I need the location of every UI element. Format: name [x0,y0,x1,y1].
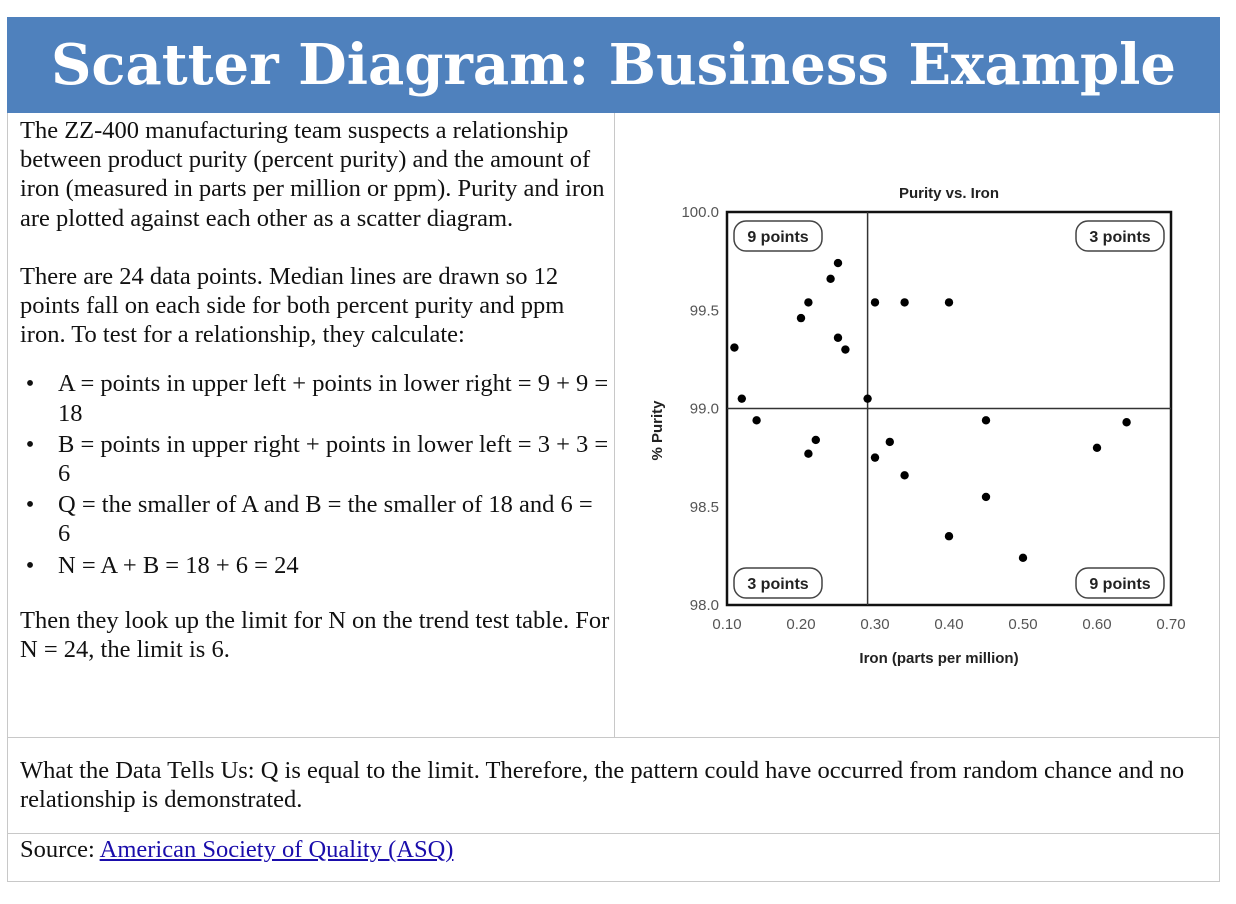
data-point [900,471,908,479]
x-tick-label: 0.20 [786,616,816,633]
bullet-icon: • [25,430,35,458]
calculation-list [20,369,610,579]
data-point [1122,418,1130,426]
intro-paragraph: The ZZ-400 manufacturing team suspects a relationship between product purity (percent purity) and the amount of iron (measured in parts per million or ppm). Purity and iron are plotted against each other as a scatter diagram. [20,117,605,232]
y-axis-label: % Purity [649,400,666,461]
x-axis-label: Iron (parts per million) [859,650,1019,667]
annotation-label: 9 points [1089,576,1151,593]
bullet-icon: • [25,370,35,398]
bullet-icon: • [25,491,35,519]
list-item-text: Q = the smaller of A and B = the smaller of 18 and 6 = 6 [58,491,593,548]
row-divider [7,737,1220,738]
data-point [738,394,746,402]
list-item-text: A = points in upper left + points in lower right = 9 + 9 = 18 [58,370,609,427]
y-tick-label: 98.0 [689,597,719,614]
y-tick-label: 99.5 [689,302,719,320]
data-point [1093,444,1101,452]
data-point [730,343,738,351]
y-tick-label: 98.5 [689,498,719,516]
source-line [20,835,1210,864]
data-point [804,298,812,306]
x-tick-label: 0.10 [712,616,742,633]
data-point [982,493,990,501]
y-tick-label: 100.0 [681,204,719,221]
column-divider [614,113,615,737]
data-point [863,394,871,402]
source-label: Source: [20,836,100,863]
data-point [752,416,760,424]
data-point [797,314,805,322]
data-point [834,334,842,342]
scatter-chart [640,175,1210,675]
data-point [982,416,990,424]
list-item [25,369,610,427]
list-item-text: B = points in upper right + points in lower left = 3 + 3 = 6 [58,430,609,488]
data-point [834,259,842,267]
explanation-column [8,113,614,737]
x-tick-label: 0.30 [860,616,890,633]
data-point [945,532,953,540]
x-tick-label: 0.50 [1008,616,1038,633]
x-tick-label: 0.40 [934,616,964,633]
data-point [812,436,820,444]
data-point [841,345,849,353]
page-title: Scatter Diagram: Business Example [7,17,1220,113]
list-item [25,551,610,580]
list-item [25,490,610,548]
data-point [871,298,879,306]
data-point [871,453,879,461]
bullet-icon: • [25,551,35,579]
method-paragraph: There are 24 data points. Median lines are drawn so 12 points fall on each side for both percent purity and ppm iron. To test for a relationship, they calculate: [20,262,565,349]
data-point [900,298,908,306]
chart-title: Purity vs. Iron [898,185,1000,202]
data-point [826,275,834,283]
row-divider [7,833,1220,834]
data-point [1019,554,1027,562]
data-point [804,449,812,457]
y-tick-label: 99.0 [689,400,719,418]
conclusion-text: What the Data Tells Us: Q is equal to the limit. Therefore, the pattern could have occurred from random chance and no relationship is demonstrated. [20,757,1185,814]
annotation-label: 9 points [747,229,809,246]
annotation-label: 3 points [1089,229,1151,246]
list-item-text: N = A + B = 18 + 6 = 24 [58,551,299,579]
data-point [945,298,953,306]
data-point [886,438,894,446]
source-link[interactable]: American Society of Quality (ASQ) [99,836,454,863]
annotation-label: 3 points [747,576,809,593]
limit-paragraph: Then they look up the limit for N on the trend test table. For N = 24, the limit is 6. [20,606,610,664]
x-tick-label: 0.60 [1082,616,1112,633]
x-tick-label: 0.70 [1156,616,1186,633]
list-item [25,430,610,488]
